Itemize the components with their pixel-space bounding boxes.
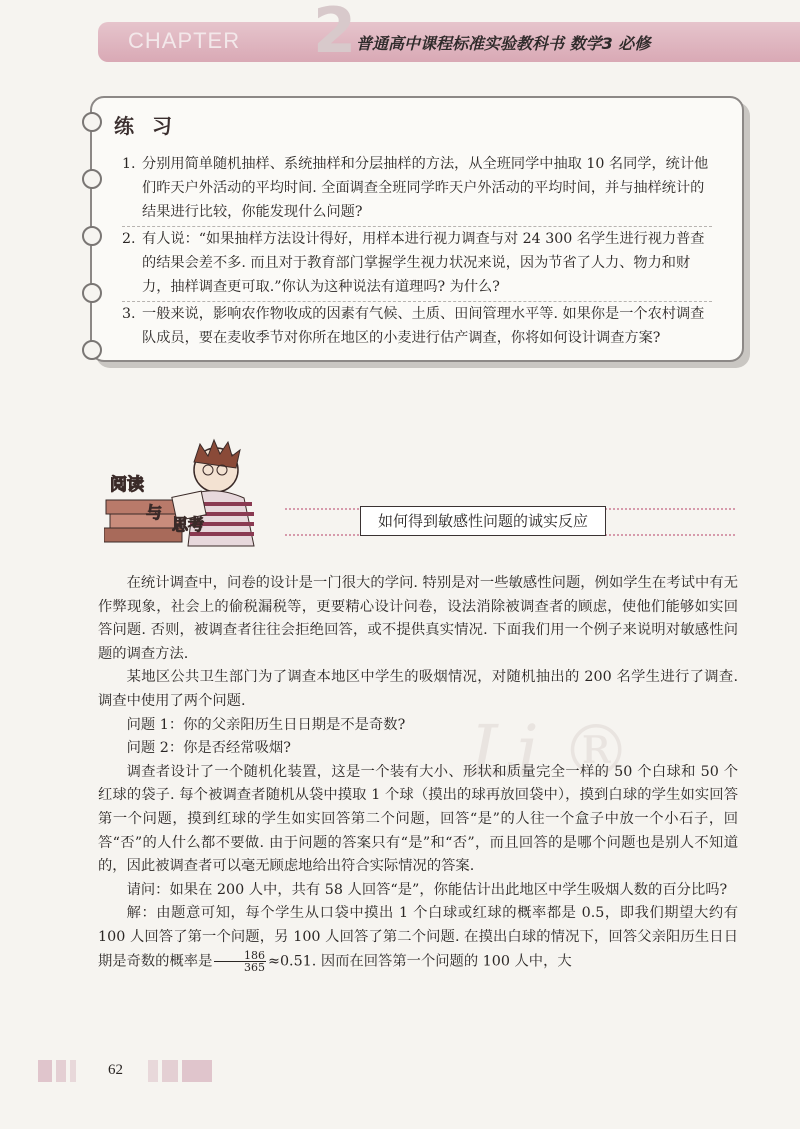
footer-bar	[182, 1060, 212, 1082]
question-2: 问题 2：你是否经常吸烟?	[126, 740, 291, 757]
exercise-item	[122, 152, 712, 224]
paragraph: 调查者设计了一个随机化装置，这是一个装有大小、形状和质量完全一样的 50 个白球和 50 个红球的袋子. 每个被调查者随机从袋中摸取 1 个球（摸出的球再放回袋中），摸到白球的学生如实回答第一个问题，摸到红球的学生如实回答第二个问题，回答“是”的人往一个盒子中放一个小石子，回答“否”的人什么都不要做. 由于问题的答案只有“是”和“否”，而且回答的是哪个问题也是别人不知道的，因此被调查者可以毫无顾虑地给出符合实际情况的答案.	[98, 763, 738, 875]
footer-bar	[148, 1060, 158, 1082]
publisher-watermark: Li ®	[470, 710, 632, 792]
question-1: 问题 1：你的父亲阳历生日日期是不是奇数?	[126, 716, 406, 733]
chapter-label: CHAPTER	[128, 28, 241, 53]
book-title: 普通高中课程标准实验教科书 数学3 必修	[356, 34, 651, 53]
reading-body	[98, 572, 738, 974]
paragraph: 在统计调查中，问卷的设计是一门很大的学问. 特别是对一些敏感性问题，例如学生在考试中有无作弊现象，社会上的偷税漏税等，更要精心设计问卷，设法消除被调查者的顾虑，使他们能够如实回答问题. 否则，被调查者往往会拒绝回答，或不提供真实情况. 下面我们用一个例子来说明对敏感性问题的调查方法.	[98, 575, 738, 662]
footer-bar	[70, 1060, 76, 1082]
binder-ring-icon	[82, 169, 102, 189]
page-footer	[38, 1060, 338, 1080]
exercise-title: 练习	[114, 114, 190, 138]
binder-ring-icon	[82, 283, 102, 303]
exercise-number: 3.	[122, 306, 136, 322]
exercise-text: 有人说：“如果抽样方法设计得好，用样本进行视力调查与对 24 300 名学生进行视力普查的结果会差不多. 而且对于教育部门掌握学生视力状况来说，因为节省了人力、物力和财力，抽样调查更可取.”你认为这种说法有道理吗? 为什么?	[142, 231, 705, 295]
reading-badge	[110, 470, 144, 495]
chapter-number: 2	[313, 0, 357, 67]
chapter-header	[98, 0, 800, 67]
exercise-number: 1.	[122, 156, 136, 172]
footer-bar	[38, 1060, 52, 1082]
exercise-number: 2.	[122, 231, 136, 247]
fraction: $\frac{186}{365}$	[214, 950, 266, 973]
binder-ring-icon	[82, 340, 102, 360]
exercise-text: 一般来说，影响农作物收成的因素有气候、土质、田间管理水平等. 如果你是一个农村调查队成员，要在麦收季节对你所在地区的小麦进行估产调查，你将如何设计调查方案?	[142, 306, 705, 346]
page-number: 62	[108, 1062, 123, 1078]
binder-ring-icon	[82, 226, 102, 246]
binder-ring-icon	[82, 112, 102, 132]
binder-rings	[82, 112, 102, 397]
badge-reading: 阅读	[110, 475, 144, 495]
exercise-text: 分别用简单随机抽样、系统抽样和分层抽样的方法，从全班同学中抽取 10 名同学，统计他们昨天户外活动的平均时间. 全面调查全班同学昨天户外活动的平均时间，并与抽样统计的结果进行比较，你能发现什么问题?	[142, 156, 709, 220]
reading-badge-and: 与	[146, 503, 163, 522]
footer-bar	[56, 1060, 66, 1082]
topic-title: 如何得到敏感性问题的诚实反应	[360, 506, 606, 536]
solution-paragraph: 解：由题意可知，每个学生从口袋中摸出 1 个白球或红球的概率都是 0.5，即我们期望大约有 100 人回答了第一个问题，另 100 人回答了第二个问题. 在摸出白球的情况下，回答父亲阳历生日日期是奇数的概率是 $\frac{186}{365}$ ≈0.51. 因而在回答第一个问题的 100 人中，大	[98, 905, 738, 974]
exercise-box	[90, 96, 744, 362]
exercise-item	[122, 302, 712, 350]
reading-badge-think: 思考	[172, 515, 205, 534]
exercise-list	[122, 152, 712, 352]
paragraph: 某地区公共卫生部门为了调查本地区中学生的吸烟情况，对随机抽出的 200 名学生进行了调查. 调查中使用了两个问题.	[98, 669, 738, 709]
exercise-item	[122, 227, 712, 299]
footer-bar	[162, 1060, 178, 1082]
paragraph: 请问：如果在 200 人中，共有 58 人回答“是”，你能估计出此地区中学生吸烟人数的百分比吗?	[126, 881, 728, 898]
